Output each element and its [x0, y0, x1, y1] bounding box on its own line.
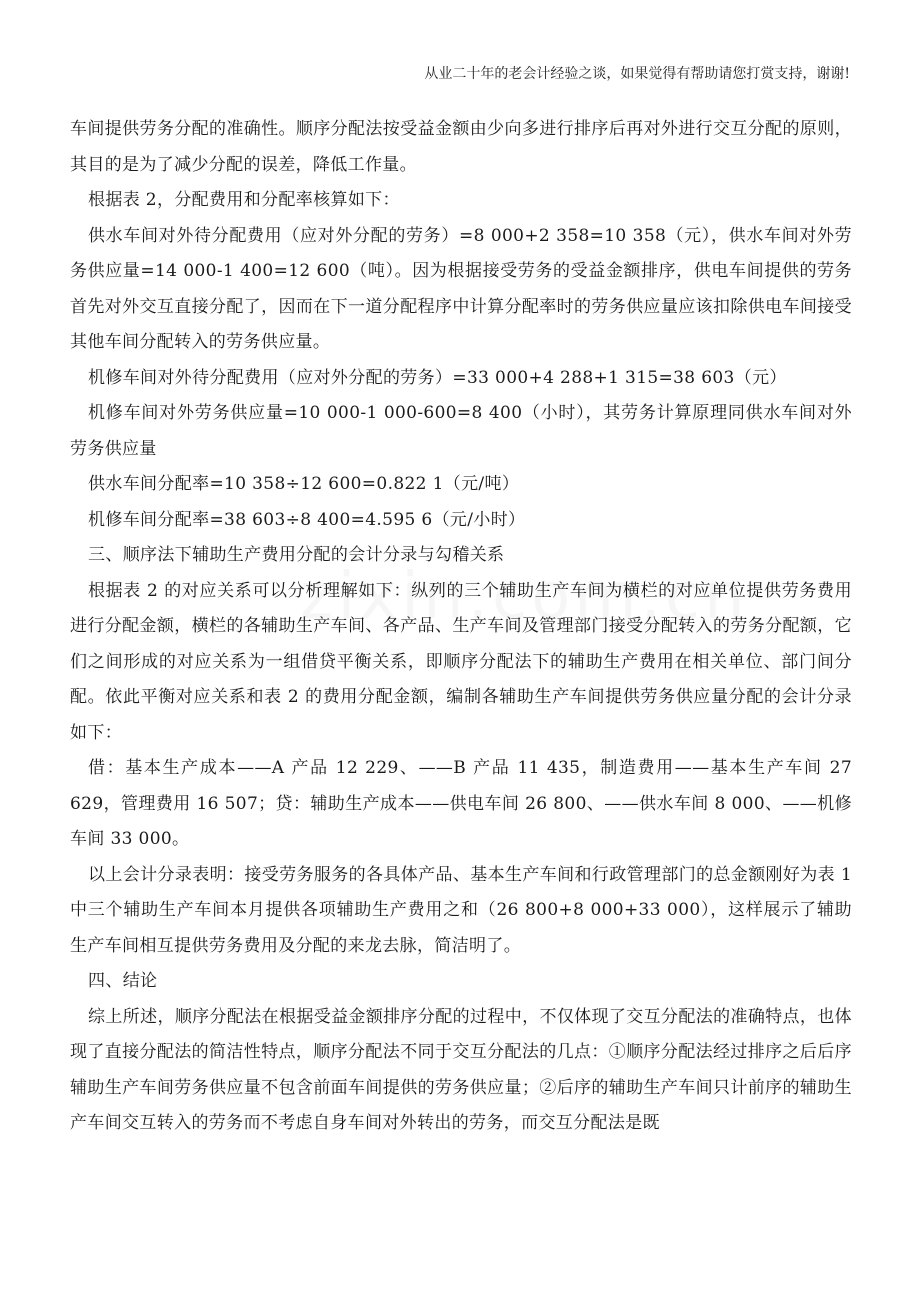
paragraph-entry-explanation: 以上会计分录表明：接受劳务服务的各具体产品、基本生产车间和行政管理部门的总金额刚好为表 1 中三个辅助生产车间本月提供各项辅助生产费用之和（26 800+8 000+33 000），这样展示了辅助生产车间相互提供劳务费用及分配的来龙去脉，简洁明了。 [70, 864, 852, 956]
paragraph-conclusion: 综上所述，顺序分配法在根据受益金额排序分配的过程中，不仅体现了交互分配法的准确特点，也体现了直接分配法的简洁性特点，顺序分配法不同于交互分配法的几点：①顺序分配法经过排序之后后序辅助生产车间劳务供应量不包含前面车间提供的劳务供应量；②后序的辅助生产车间只计前序的辅助生产车间交互转入的劳务而不考虑自身车间对外转出的劳务，而交互分配法是既 [70, 1006, 852, 1133]
paragraph-repair-rate: 机修车间分配率=38 603÷8 400=4.595 6（元/小时） [88, 509, 526, 530]
paragraph-continuation: 车间提供劳务分配的准确性。顺序分配法按受益金额由少向多进行排序后再对外进行交互分配的原则，其目的是为了减少分配的误差，降低工作量。 [70, 119, 852, 175]
paragraph-water-rate: 供水车间分配率=10 358÷12 600=0.822 1（元/吨） [88, 474, 520, 494]
article-body [70, 112, 852, 1142]
paragraph-water-cost: 供水车间对外待分配费用（应对外分配的劳务）=8 000+2 358=10 358（元），供水车间对外劳务供应量=14 000-1 400=12 600（吨）。因为根据接受劳务的受益金额排序，供电车间提供的劳务首先对外交互直接分配了，因而在下一道分配程序中计算分配率时的劳务供应量应该扣除供电车间接受其他车间分配转入的劳务供应量。 [70, 225, 852, 352]
header-note: 从业二十年的老会计经验之谈，如果觉得有帮助请您打赏支持，谢谢! [424, 66, 850, 82]
paragraph-repair-supply: 机修车间对外劳务供应量=10 000-1 000-600=8 400（小时），其劳务计算原理同供水车间对外劳务供应量 [70, 403, 852, 459]
paragraph-analysis: 根据表 2 的对应关系可以分析理解如下：纵列的三个辅助生产车间为横栏的对应单位提供劳务费用进行分配金额，横栏的各辅助生产车间、各产品、生产车间及管理部门接受分配转入的劳务分配额，它们之间形成的对应关系为一组借贷平衡关系，即顺序分配法下的辅助生产费用在相关单位、部门间分配。依此平衡对应关系和表 2 的费用分配金额，编制各辅助生产车间提供劳务供应量分配的会计分录如下： [70, 580, 852, 743]
section-heading-4: 四、结论 [88, 971, 158, 991]
paragraph-repair-cost: 机修车间对外待分配费用（应对外分配的劳务）=33 000+4 288+1 315=38 603（元） [88, 367, 787, 388]
paragraph-journal-entry: 借：基本生产成本——A 产品 12 229、——B 产品 11 435，制造费用——基本生产车间 27 629，管理费用 16 507；贷：辅助生产成本——供电车间 26 800、——供水车间 8 000、——机修车间 33 000。 [70, 758, 852, 849]
section-heading-3: 三、顺序法下辅助生产费用分配的会计分录与勾稽关系 [88, 545, 505, 565]
paragraph-table2-intro: 根据表 2，分配费用和分配率核算如下： [88, 190, 400, 210]
